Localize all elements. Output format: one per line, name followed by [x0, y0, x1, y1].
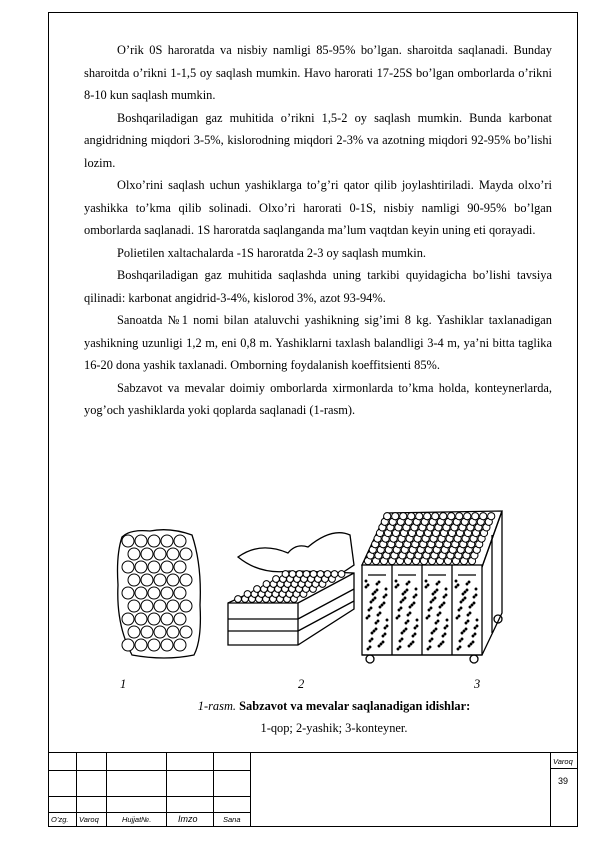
figure-label-2: 2 [298, 677, 305, 691]
page-number: 39 [558, 776, 569, 786]
stamp-col-signature: Imzo [178, 814, 198, 824]
sack-drawing [118, 530, 201, 658]
body-text [84, 39, 552, 422]
stamp-col-sheet: Varoq [79, 815, 99, 824]
figure-label-3: 3 [474, 677, 481, 691]
container-drawing [362, 511, 502, 663]
paragraph-1: O’rik 0S haroratda va nisbiy namligi 85-95% bo’lgan. sharoitda saqlanadi. Bunday sharoitda o’rikni 1-1,5 oy saqlash mumkin. Havo harorati 17-25S bo’lgan omborlarda o’rikni 8-10 kun saqlash mumkin. [84, 43, 552, 102]
stamp-col-date: Sana [223, 815, 241, 824]
title-block [48, 752, 578, 827]
paragraph-3: Olxo’rini saqlash uchun yashiklarga to’g’ri qator qilib joylashtiriladi. Mayda olxo’ri yashikka to’kma qilib solinadi. Olxo’ri harorati 0-1S, nisbiy namligi 90-95% bo’lgan omborlarda saqlanadi. 1S haroratda saqlanganda ma’lum vaqtdan keyin uning eti qorayadi. [84, 178, 552, 237]
paragraph-2: Boshqariladigan gaz muhitida o’rikni 1,5-2 oy saqlash mumkin. Bunda karbonat angidridning miqdori 3-5%, kislorodning miqdori 2-3% va azotning miqdori 92-95% bo’lishi lozim. [84, 110, 552, 170]
paragraph-5: Boshqariladigan gaz muhitida saqlashda uning tarkibi quyidagicha bo’lishi tavsiya qilinadi: karbonat angidrid-3-4%, kislorod 3%, azot 93-94%. [84, 268, 552, 305]
stamp-col-change: O’zg. [51, 815, 69, 824]
caption-title: Sabzavot va mevalar saqlanadigan idishlar: [239, 699, 471, 713]
stamp-sheet-label: Varoq [553, 757, 573, 766]
paragraph-6: Sanoatda №1 nomi bilan ataluvchi yashikning sig’imi 8 kg. Yashiklar taxlanadigan yashikning uzunligi 1,2 m, eni 0,8 m. Yashiklarni taxlash balandligi 3-4 m, ya’ni bitta taglika 16-20 dona yashik taxlanadi. Omborning foydalanish koeffitsienti 85%. [84, 313, 552, 372]
figure-subcaption: 1-qop; 2-yashik; 3-konteyner. [260, 721, 408, 735]
caption-prefix: 1-rasm. [197, 699, 236, 713]
containers-illustration [110, 505, 510, 675]
stamp-col-document: Hujjat№. [122, 815, 152, 824]
paragraph-4: Polietilen xaltachalarda -1S haroratda 2-3 oy saqlash mumkin. [117, 245, 426, 260]
paragraph-7: Sabzavot va mevalar doimiy omborlarda xirmonlarda to’kma holda, konteynerlarda, yog’och yashiklarda yoki qoplarda saqlanadi (1-rasm). [84, 380, 552, 417]
figure-label-1: 1 [120, 677, 127, 691]
crate-drawing [228, 533, 354, 645]
figure-caption [84, 699, 584, 714]
